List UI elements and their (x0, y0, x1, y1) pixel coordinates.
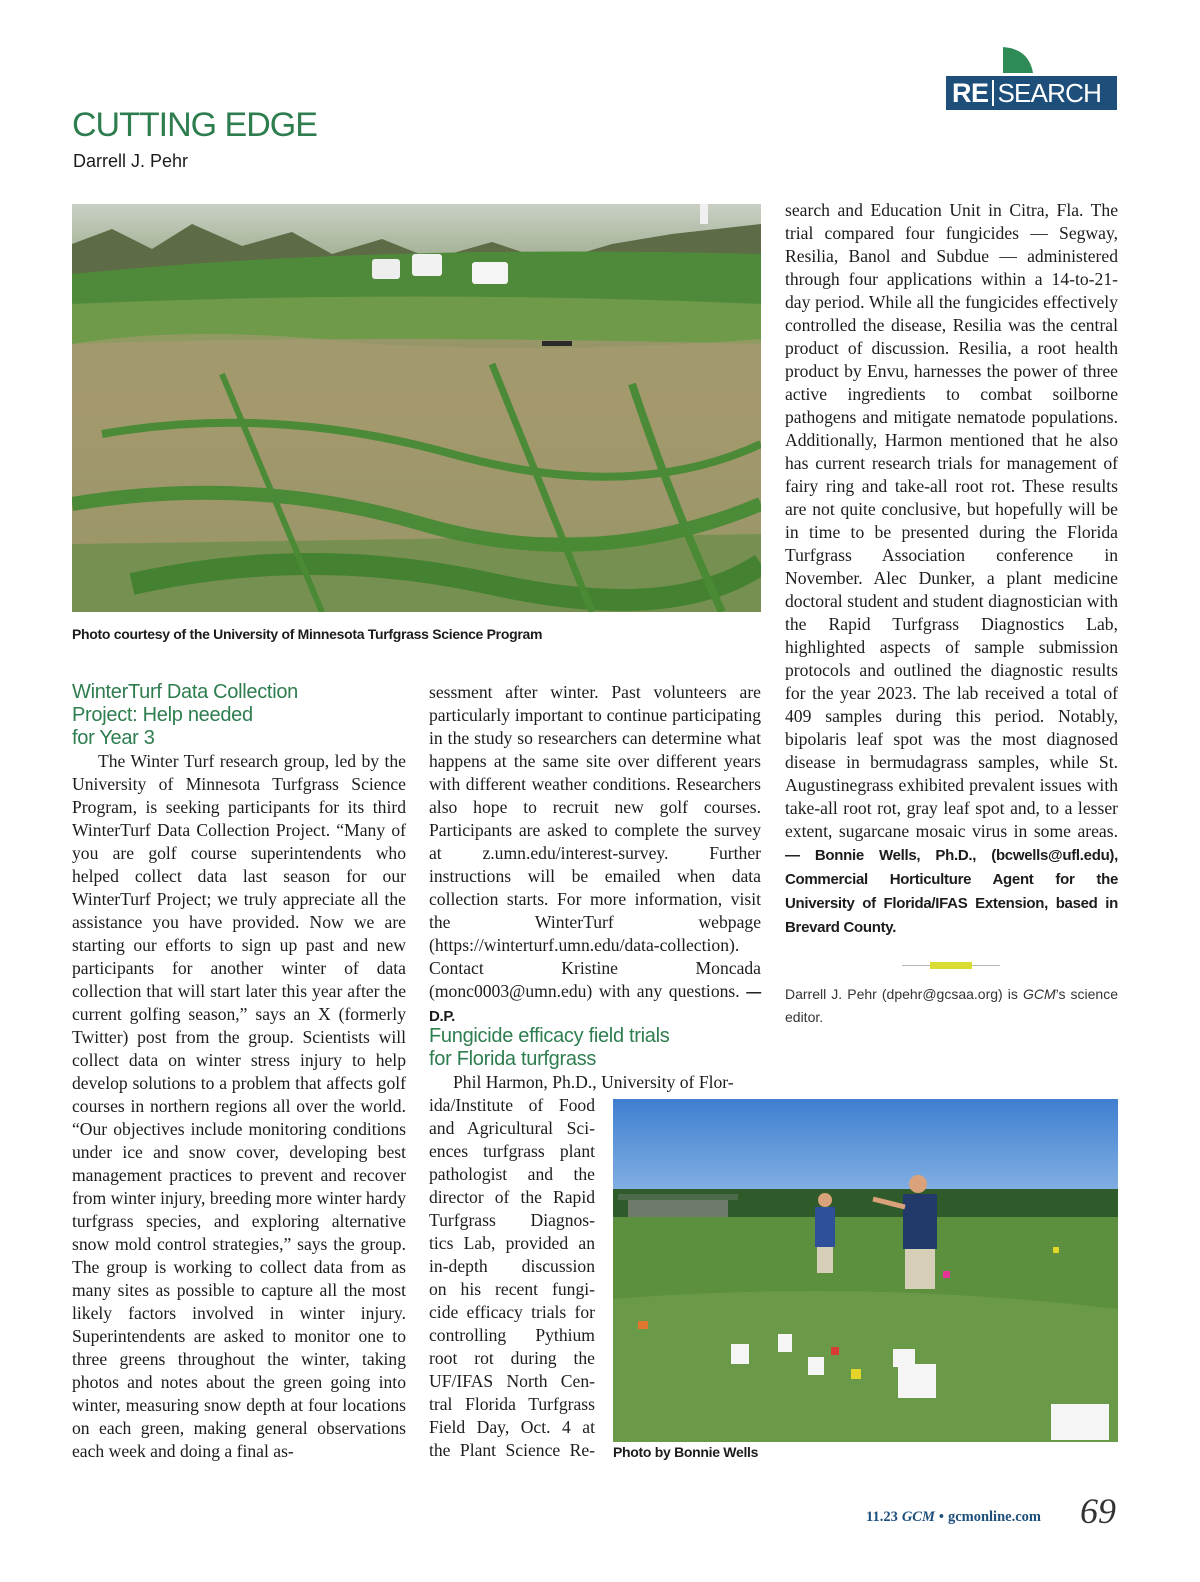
logo-divider (992, 80, 994, 106)
article2-signoff: — Bonnie Wells, Ph.D., (bcwells@ufl.edu), Commercial Horticulture Agent for the University of Florida/IFAS Extension, based in Brevard County. (785, 847, 1118, 936)
article1-column2 (429, 681, 761, 1028)
page-footer (866, 1508, 1041, 1526)
winter-injury-image (72, 204, 761, 612)
page-number: 69 (1080, 1491, 1116, 1531)
field-day-photo (613, 1099, 1118, 1442)
article1-signoff: — D.P. (429, 984, 761, 1025)
article2-lead: Phil Harmon, Ph.D., University of Flor- (453, 1072, 734, 1092)
footer-website: gcmonline.com (947, 1509, 1041, 1525)
leaf-logo-icon (1003, 47, 1033, 73)
section-title: CUTTING EDGE (72, 106, 317, 144)
article1-headline: WinterTurf Data Collection Project: Help needed for Year 3 (72, 681, 298, 749)
footer-bullet: • (938, 1509, 944, 1525)
editor-note: Darrell J. Pehr (dpehr@gcsaa.org) is GCM’s science editor. (785, 986, 1118, 1025)
article2-body-col3: search and Education Unit in Citra, Fla. The trial compared four fungicides — Segway, Resilia, Banol and Subdue — administered through four applications within a 14-to-21-day period. While all the fungicides effectively controlled the disease, Resilia was the central product of discussion. Resilia, a root health product by Envu, harnesses the power of three active ingredients to combat soilborne pathogens and mitigate nematode populations. Additionally, Harmon mentioned that he also has current research trials for management of fairy ring and take-all root rot. These results are not quite conclusive, but hopefully will be in time to be presented during the Florida Turfgrass Association conference in November. Alec Dunker, a plant medicine doctoral student and student diagnostician with the Rapid Turfgrass Diagnostics Lab, highlighted aspects of sample submission protocols and outlined the diagnostic results for the year 2023. The lab received a total of 409 samples during this period. Notably, bipolaris leaf spot was the most diagnosed disease in bermudagrass samples, while St. Augustinegrass exhibited prevalent issues with take-all root rot, gray leaf spot and, to a lesser extent, sugarcane mosaic virus in some areas. (785, 200, 1118, 841)
article1-column1 (72, 681, 406, 1463)
footer-issue: 11.23 (866, 1509, 898, 1525)
article2-narrow-column: ida/Institute of Food and Agricultural Sci- ences turfgrass plant pathologist and the director of the Rapid Turfgrass Diagnos- tics Lab, provided an in-depth discussion on his recent fungi- cide efficacy trials for controlling Pythium root rot during the UF/IFAS North Cen- tral Florida Turfgrass Field Day, Oct. 4 at the Plant Science Re- (429, 1095, 595, 1460)
research-logo (946, 76, 1117, 110)
article2-column3 (785, 199, 1118, 939)
article1-body-col1: The Winter Turf research group, led by the University of Minnesota Turfgrass Science Program, is seeking participants for its third WinterTurf Data Collection Project. “Many of you are golf course superintendents who helped collect data last season for our WinterTurf Project; we truly appreciate all the assistance you have provided. Now we are starting our efforts to sign up past and new participants for another winter of data collection that will start later this year after the current golfing season,” says an X (formerly Twitter) post from the group. Scientists will collect data on winter stress injury to help develop solutions to a problem that affects golf courses in northern regions all over the world. “Our objectives include monitoring conditions under ice and snow cover, developing best management practices to prevent and recover from winter injury, breeding more winter hardy turfgrass species, and exploring alternative snow mold control strategies,” says the group. The group is working to collect data from as many sites as possible to capture all the most likely factors involved in winter injury. Superintendents are asked to monitor one to three greens throughout the winter, taking photos and notes about the green going into winter, measuring snow depth at four locations on each green, making general observations each week and doing a final as- (72, 751, 406, 1461)
section-divider-accent (930, 962, 972, 969)
photo-caption-2: Photo by Bonnie Wells (613, 1444, 759, 1460)
editor-note-publication: GCM (1022, 986, 1056, 1002)
footer-publication: GCM (901, 1509, 935, 1525)
fungicide-trial-image (613, 1099, 1118, 1442)
logo-search-text: SEARCH (997, 77, 1102, 108)
photo-caption-1: Photo courtesy of the University of Minnesota Turfgrass Science Program (72, 626, 543, 642)
byline: Darrell J. Pehr (73, 151, 189, 171)
article2-headline: Fungicide efficacy field trials for Florida turfgrass (429, 1025, 670, 1070)
golf-course-photo (72, 204, 761, 612)
article1-body-col2: sessment after winter. Past volunteers are particularly important to continue participating in the study so researchers can determine what happens at the same site over different years with different weather conditions. Researchers also hope to recruit new golf courses. Participants are asked to complete the survey at z.umn.edu/interest-survey. Further instructions will be emailed when data collection starts. For more information, visit the WinterTurf webpage (https://winterturf.umn.edu/data-collection). Contact Kristine Moncada (monc0003@umn.edu) with any questions. (429, 682, 761, 1001)
logo-re-text: RE (952, 77, 989, 108)
